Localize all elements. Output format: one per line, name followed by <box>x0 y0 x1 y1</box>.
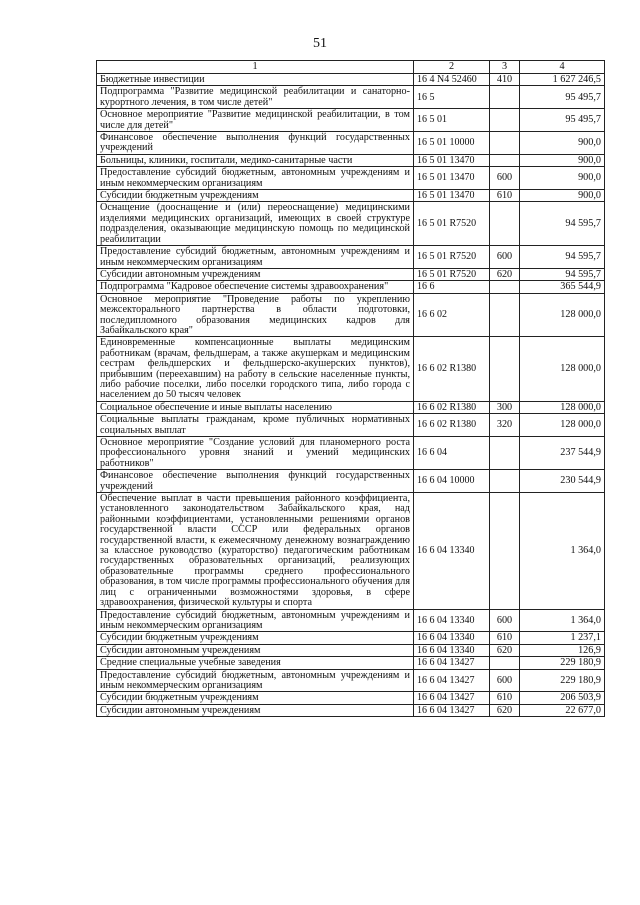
row-name-cell: Подпрограмма "Кадровое обеспечение системы здравоохранения" <box>97 281 414 293</box>
row-name-cell: Предоставление субсидий бюджетным, автономным учреждениям и иным некоммерческим организациям <box>97 246 414 269</box>
row-vr-cell: 620 <box>490 644 520 656</box>
row-sum-cell: 128 000,0 <box>520 293 605 337</box>
row-name-cell: Предоставление субсидий бюджетным, автономным учреждениям и иным некоммерческим организациям <box>97 669 414 692</box>
row-name-cell: Субсидии бюджетным учреждениям <box>97 692 414 704</box>
row-sum-cell: 1 627 246,5 <box>520 74 605 86</box>
row-code-cell: 16 6 02 R1380 <box>414 337 490 401</box>
row-vr-cell: 600 <box>490 246 520 269</box>
row-code-cell: 16 6 02 <box>414 293 490 337</box>
row-vr-cell: 600 <box>490 609 520 632</box>
row-name-cell: Финансовое обеспечение выполнения функций государственных учреждений <box>97 470 414 493</box>
row-name-cell: Субсидии автономным учреждениям <box>97 704 414 716</box>
table-row <box>97 609 605 632</box>
row-sum-cell: 1 237,1 <box>520 632 605 644</box>
row-sum-cell: 128 000,0 <box>520 337 605 401</box>
table-row <box>97 74 605 86</box>
row-name-cell: Субсидии автономным учреждениям <box>97 644 414 656</box>
table-row <box>97 132 605 155</box>
row-name-cell: Основное мероприятие "Создание условий для планомерного роста профессионального уровня знаний и умений медицинских работников" <box>97 437 414 470</box>
row-name-cell: Оснащение (дооснащение и (или) переоснащение) медицинскими изделиями медицинских организаций, имеющих в своей структуре подразделения, оказывающие медицинскую помощь по медицинской реабилитации <box>97 202 414 246</box>
row-name-cell: Субсидии бюджетным учреждениям <box>97 190 414 202</box>
row-vr-cell <box>490 281 520 293</box>
row-code-cell: 16 5 01 10000 <box>414 132 490 155</box>
budget-table-body <box>97 61 605 717</box>
row-sum-cell: 94 595,7 <box>520 268 605 280</box>
row-code-cell: 16 5 01 <box>414 109 490 132</box>
row-name-cell: Средние специальные учебные заведения <box>97 657 414 669</box>
table-row <box>97 202 605 246</box>
table-row <box>97 669 605 692</box>
row-code-cell: 16 5 01 R7520 <box>414 202 490 246</box>
row-sum-cell: 230 544,9 <box>520 470 605 493</box>
row-vr-cell <box>490 109 520 132</box>
table-row <box>97 337 605 401</box>
row-vr-cell: 610 <box>490 692 520 704</box>
row-vr-cell <box>490 657 520 669</box>
row-sum-cell: 1 364,0 <box>520 493 605 609</box>
row-sum-cell: 94 595,7 <box>520 246 605 269</box>
row-vr-cell <box>490 86 520 109</box>
column-header-code: 2 <box>414 61 490 74</box>
row-vr-cell: 620 <box>490 268 520 280</box>
row-vr-cell: 320 <box>490 414 520 437</box>
row-sum-cell: 95 495,7 <box>520 109 605 132</box>
column-header-sum: 4 <box>520 61 605 74</box>
table-header-row <box>97 61 605 74</box>
row-vr-cell <box>490 470 520 493</box>
row-sum-cell: 237 544,9 <box>520 437 605 470</box>
table-row <box>97 414 605 437</box>
row-vr-cell: 600 <box>490 167 520 190</box>
row-vr-cell: 300 <box>490 401 520 413</box>
table-row <box>97 493 605 609</box>
row-code-cell: 16 6 04 <box>414 437 490 470</box>
row-name-cell: Субсидии бюджетным учреждениям <box>97 632 414 644</box>
table-row <box>97 437 605 470</box>
row-sum-cell: 1 364,0 <box>520 609 605 632</box>
row-code-cell: 16 6 04 10000 <box>414 470 490 493</box>
table-row <box>97 281 605 293</box>
table-row <box>97 692 605 704</box>
row-sum-cell: 206 503,9 <box>520 692 605 704</box>
row-sum-cell: 128 000,0 <box>520 401 605 413</box>
row-sum-cell: 229 180,9 <box>520 669 605 692</box>
table-row <box>97 644 605 656</box>
row-vr-cell <box>490 293 520 337</box>
table-row <box>97 632 605 644</box>
table-row <box>97 293 605 337</box>
row-sum-cell: 94 595,7 <box>520 202 605 246</box>
row-name-cell: Подпрограмма "Развитие медицинской реабилитации и санаторно-курортного лечения, в том числе детей" <box>97 86 414 109</box>
row-code-cell: 16 6 04 13427 <box>414 669 490 692</box>
row-code-cell: 16 6 04 13340 <box>414 493 490 609</box>
table-row <box>97 657 605 669</box>
row-code-cell: 16 6 02 R1380 <box>414 401 490 413</box>
row-name-cell: Больницы, клиники, госпитали, медико-санитарные части <box>97 154 414 166</box>
row-vr-cell: 610 <box>490 632 520 644</box>
row-name-cell: Социальное обеспечение и иные выплаты населению <box>97 401 414 413</box>
row-code-cell: 16 5 01 13470 <box>414 167 490 190</box>
row-code-cell: 16 6 <box>414 281 490 293</box>
table-row <box>97 154 605 166</box>
row-sum-cell: 365 544,9 <box>520 281 605 293</box>
row-name-cell: Финансовое обеспечение выполнения функций государственных учреждений <box>97 132 414 155</box>
row-sum-cell: 229 180,9 <box>520 657 605 669</box>
row-code-cell: 16 5 01 13470 <box>414 190 490 202</box>
row-sum-cell: 22 677,0 <box>520 704 605 716</box>
table-row <box>97 246 605 269</box>
row-sum-cell: 900,0 <box>520 167 605 190</box>
row-vr-cell <box>490 437 520 470</box>
table-row <box>97 401 605 413</box>
row-vr-cell <box>490 202 520 246</box>
row-vr-cell: 410 <box>490 74 520 86</box>
row-code-cell: 16 5 01 R7520 <box>414 246 490 269</box>
row-code-cell: 16 5 01 13470 <box>414 154 490 166</box>
row-name-cell: Субсидии автономным учреждениям <box>97 268 414 280</box>
row-vr-cell: 600 <box>490 669 520 692</box>
row-code-cell: 16 5 <box>414 86 490 109</box>
row-code-cell: 16 4 N4 52460 <box>414 74 490 86</box>
row-sum-cell: 900,0 <box>520 132 605 155</box>
table-row <box>97 167 605 190</box>
row-sum-cell: 126,9 <box>520 644 605 656</box>
row-vr-cell: 610 <box>490 190 520 202</box>
row-code-cell: 16 6 04 13340 <box>414 632 490 644</box>
row-code-cell: 16 6 04 13427 <box>414 704 490 716</box>
column-header-name: 1 <box>97 61 414 74</box>
row-code-cell: 16 6 02 R1380 <box>414 414 490 437</box>
row-name-cell: Единовременные компенсационные выплаты медицинским работникам (врачам, фельдшерам, а также акушеркам и медицинским сестрам фельдшерских и фельдшерско-акушерских пунктов), прибывшим (переехавшим) на работу в сельские населенные пункты, либо рабочие поселки, либо поселки городского типа, либо города с населением до 50 тысяч человек <box>97 337 414 401</box>
row-vr-cell <box>490 493 520 609</box>
row-name-cell: Социальные выплаты гражданам, кроме публичных нормативных социальных выплат <box>97 414 414 437</box>
table-row <box>97 86 605 109</box>
row-sum-cell: 95 495,7 <box>520 86 605 109</box>
table-row <box>97 704 605 716</box>
row-name-cell: Обеспечение выплат в части превышения районного коэффициента, установленного законодательством Забайкальского края, над районными коэффициентами, установленными решениями органов государственной власти СССР или федеральных органов государственной власти, к ежемесячному денежному вознаграждению за классное руководство (кураторство) педагогическим работникам государственных образовательных организаций, реализующих образовательные программы среднего профессионального образования, в том числе программы профессионального обучения для лиц с ограниченными возможностями здоровья, в сфере здравоохранения, физической культуры и спорта <box>97 493 414 609</box>
table-row <box>97 470 605 493</box>
table-row <box>97 190 605 202</box>
budget-table <box>96 60 605 717</box>
row-code-cell: 16 6 04 13427 <box>414 657 490 669</box>
row-sum-cell: 900,0 <box>520 190 605 202</box>
column-header-vr: 3 <box>490 61 520 74</box>
row-vr-cell <box>490 132 520 155</box>
row-name-cell: Основное мероприятие "Проведение работы по укреплению межсекторального партнерства в области подготовки, последипломного образования медицинских кадров для Забайкальского края" <box>97 293 414 337</box>
row-vr-cell: 620 <box>490 704 520 716</box>
row-code-cell: 16 6 04 13340 <box>414 644 490 656</box>
table-row <box>97 268 605 280</box>
row-sum-cell: 900,0 <box>520 154 605 166</box>
row-code-cell: 16 6 04 13340 <box>414 609 490 632</box>
row-sum-cell: 128 000,0 <box>520 414 605 437</box>
row-code-cell: 16 6 04 13427 <box>414 692 490 704</box>
row-name-cell: Предоставление субсидий бюджетным, автономным учреждениям и иным некоммерческим организациям <box>97 167 414 190</box>
page-number: 51 <box>313 36 327 51</box>
table-row <box>97 109 605 132</box>
row-name-cell: Предоставление субсидий бюджетным, автономным учреждениям и иным некоммерческим организациям <box>97 609 414 632</box>
row-name-cell: Бюджетные инвестиции <box>97 74 414 86</box>
row-name-cell: Основное мероприятие "Развитие медицинской реабилитации, в том числе для детей" <box>97 109 414 132</box>
row-code-cell: 16 5 01 R7520 <box>414 268 490 280</box>
row-vr-cell <box>490 154 520 166</box>
row-vr-cell <box>490 337 520 401</box>
